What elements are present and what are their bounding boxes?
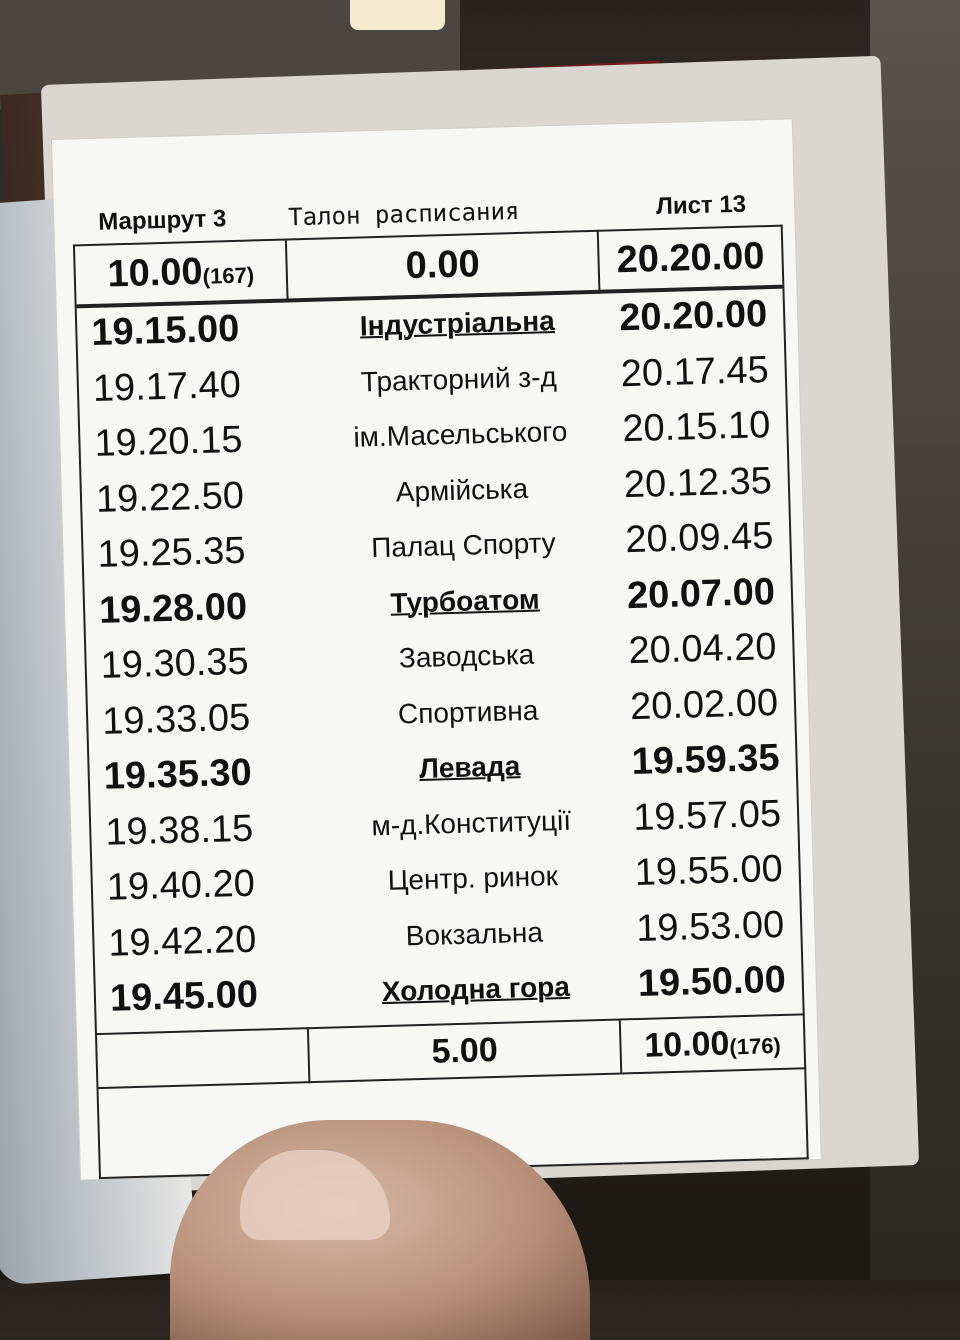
departure-time: 19.42.20 bbox=[107, 918, 257, 965]
stop-name: Армійська bbox=[395, 472, 529, 508]
end-center-value: 5.00 bbox=[430, 1030, 499, 1071]
stop-name: Палац Спорту bbox=[370, 527, 557, 564]
route-label: Маршрут 3 bbox=[97, 205, 227, 236]
background-light bbox=[350, 0, 445, 30]
return-time: 19.55.00 bbox=[634, 847, 784, 895]
return-time: 19.59.35 bbox=[631, 736, 781, 784]
return-time: 19.50.00 bbox=[637, 958, 787, 1005]
departure-time: 19.40.20 bbox=[106, 862, 256, 909]
stop-name: Заводська bbox=[398, 638, 535, 674]
talon-title: Талон расписания bbox=[287, 196, 520, 232]
end-cell-center bbox=[308, 1019, 621, 1082]
stop-name: Левада bbox=[418, 750, 521, 784]
end-cell-right bbox=[620, 1014, 805, 1073]
end-cell-left bbox=[96, 1028, 309, 1088]
start-cell-left bbox=[74, 240, 288, 307]
return-time: 20.09.45 bbox=[624, 515, 774, 562]
start-cell-right bbox=[598, 226, 784, 292]
departure-time: 19.25.35 bbox=[97, 529, 247, 576]
departure-time: 19.30.35 bbox=[100, 640, 250, 687]
start-number: (167) bbox=[202, 261, 255, 289]
start-right-time: 20.20.00 bbox=[616, 234, 766, 281]
return-time: 20.07.00 bbox=[626, 570, 776, 617]
start-center-value: 0.00 bbox=[405, 242, 481, 287]
schedule-body bbox=[76, 287, 804, 1034]
departure-time: 19.17.40 bbox=[92, 363, 242, 410]
stop-name: Вокзальна bbox=[405, 916, 544, 951]
schedule-table bbox=[73, 225, 809, 1179]
stop-name: м-д.Конституції bbox=[370, 804, 572, 841]
return-time: 19.53.00 bbox=[635, 903, 785, 950]
stop-name: Холодна гора bbox=[381, 970, 571, 1008]
departure-time: 19.33.05 bbox=[101, 696, 251, 743]
stop-name: ім.Масельського bbox=[353, 415, 568, 453]
return-time: 20.12.35 bbox=[623, 459, 773, 506]
departure-time: 19.22.50 bbox=[95, 474, 245, 521]
stop-name: Тракторний з-д bbox=[360, 360, 558, 397]
departure-time: 19.28.00 bbox=[98, 585, 248, 632]
start-cell-center bbox=[286, 231, 600, 301]
end-number: (176) bbox=[729, 1032, 782, 1059]
return-time: 20.02.00 bbox=[629, 681, 779, 728]
return-time: 20.20.00 bbox=[618, 293, 768, 340]
end-right-time: 10.00 bbox=[643, 1023, 730, 1065]
return-time: 20.15.10 bbox=[621, 404, 771, 451]
departure-time: 19.35.30 bbox=[103, 751, 253, 798]
stop-name: Спортивна bbox=[397, 694, 539, 730]
sheet-label: Лист 13 bbox=[655, 190, 747, 221]
return-time: 20.04.20 bbox=[627, 625, 778, 673]
departure-time: 19.45.00 bbox=[109, 973, 259, 1020]
schedule-page bbox=[52, 119, 821, 1179]
stop-name: Центр. ринок bbox=[387, 860, 559, 896]
departure-time: 19.20.15 bbox=[93, 418, 243, 465]
departure-time: 19.15.00 bbox=[90, 307, 240, 354]
return-time: 19.57.05 bbox=[632, 792, 782, 839]
return-time: 20.17.45 bbox=[620, 348, 770, 395]
start-time: 10.00 bbox=[106, 250, 204, 295]
stop-name: Турбоатом bbox=[390, 583, 540, 619]
stop-name: Індустріальна bbox=[359, 305, 556, 342]
departure-time: 19.38.15 bbox=[104, 807, 254, 854]
